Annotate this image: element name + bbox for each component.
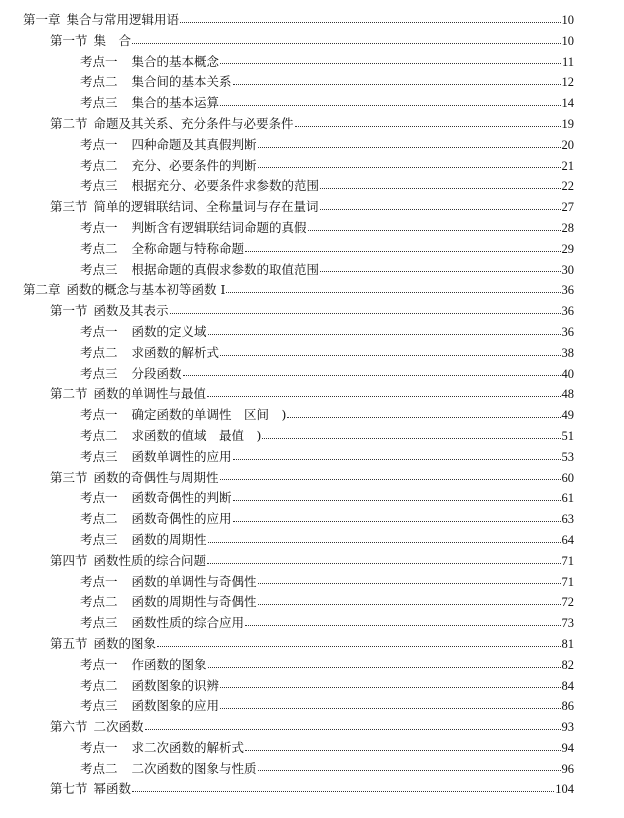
toc-entry-title: 确定函数的单调性 区间 ) [131, 407, 287, 423]
toc-entry[interactable] [80, 72, 574, 93]
dot-leader [220, 708, 560, 709]
toc-entry-label: 第一章 [23, 12, 61, 27]
toc-point-row[interactable] [0, 405, 624, 426]
toc-chapter-row[interactable] [0, 10, 624, 31]
toc-entry-title: 幂函数 [93, 781, 132, 797]
toc-entry-title: 函数奇偶性的判断 [131, 490, 232, 506]
toc-entry-label: 考点三 [80, 531, 118, 547]
toc-entry-title: 函数及其表示 [93, 303, 169, 319]
toc-page-number: 73 [561, 616, 574, 631]
dot-leader [233, 459, 561, 460]
toc-point-row[interactable] [0, 509, 624, 530]
dot-leader [245, 750, 560, 751]
toc-page-number: 29 [561, 241, 574, 256]
toc-entry[interactable] [80, 260, 574, 281]
dot-leader [226, 292, 560, 293]
toc-entry-title: 函数的奇偶性与周期性 [93, 469, 219, 485]
toc-entry[interactable] [80, 218, 574, 239]
toc-entry[interactable] [80, 613, 574, 634]
toc-entry-label: 第三节 [50, 469, 88, 485]
toc-entry-title: 函数的单调性与最值 [93, 386, 207, 402]
toc-entry[interactable] [80, 93, 574, 114]
toc-entry-title: 分段函数 [131, 365, 182, 381]
dot-leader [258, 147, 561, 148]
toc-page-number: 40 [561, 366, 574, 381]
dot-leader [258, 167, 561, 168]
toc-page-number: 81 [561, 636, 574, 651]
toc-entry-title: 命题及其关系、充分条件与必要条件 [93, 115, 294, 131]
toc-point-row[interactable] [0, 613, 624, 634]
toc-entry-title: 函数的定义域 [131, 323, 207, 339]
toc-page-number: 61 [561, 491, 574, 506]
dot-leader [170, 313, 561, 314]
toc-point-row[interactable] [0, 426, 624, 447]
toc-entry[interactable] [80, 655, 574, 676]
toc-section-row[interactable] [0, 634, 624, 655]
toc-entry-label: 考点一 [80, 323, 118, 339]
dot-leader [220, 63, 561, 64]
toc-entry[interactable] [23, 10, 574, 31]
toc-entry[interactable] [80, 530, 574, 551]
toc-entry[interactable] [80, 176, 574, 197]
toc-entry-label: 第五节 [50, 635, 88, 651]
toc-section-row[interactable] [0, 384, 624, 405]
toc-entry-title: 作函数的图象 [131, 656, 207, 672]
toc-entry[interactable] [80, 488, 574, 509]
toc-page-number: 96 [561, 761, 574, 776]
toc-point-row[interactable] [0, 676, 624, 697]
toc-page-number: 82 [561, 657, 574, 672]
toc-entry[interactable] [80, 696, 574, 717]
toc-entry-label: 考点二 [80, 511, 118, 527]
toc-section-row[interactable] [0, 197, 624, 218]
toc-entry-label: 第四节 [50, 552, 88, 568]
toc-page-number: 93 [561, 720, 574, 735]
toc-entry-title: 集合与常用逻辑用语 [66, 12, 180, 27]
toc-entry-title: 函数性质的综合问题 [93, 552, 207, 568]
toc-entry-label: 考点二 [80, 594, 118, 610]
toc-point-row[interactable] [0, 572, 624, 593]
toc-entry-title: 简单的逻辑联结词、全称量词与存在量词 [93, 199, 319, 215]
toc-entry[interactable] [50, 634, 574, 655]
toc-entry[interactable] [80, 156, 574, 177]
toc-page-number: 71 [561, 574, 574, 589]
toc-point-row[interactable] [0, 364, 624, 385]
toc-point-row[interactable] [0, 343, 624, 364]
dot-leader [245, 251, 560, 252]
dot-leader [183, 375, 561, 376]
toc-point-row[interactable] [0, 218, 624, 239]
toc-section-row[interactable] [0, 717, 624, 738]
toc-entry-title: 全称命题与特称命题 [131, 240, 245, 256]
toc-page-number: 53 [561, 449, 574, 464]
toc-entry-title: 集合的基本运算 [131, 95, 220, 111]
toc-entry-label: 考点一 [80, 573, 118, 589]
toc-section-row[interactable] [0, 301, 624, 322]
toc-entry-title: 求函数的值域 最值 ) [131, 427, 262, 443]
toc-entry-label: 考点一 [80, 490, 118, 506]
dot-leader [145, 729, 561, 730]
toc-page-number: 12 [561, 75, 574, 90]
toc-entry-label: 考点三 [80, 365, 118, 381]
dot-leader [308, 230, 561, 231]
dot-leader [258, 604, 561, 605]
toc-page-number: 72 [561, 595, 574, 610]
toc-entry[interactable] [50, 31, 574, 52]
toc-entry[interactable] [80, 426, 574, 447]
toc-entry[interactable] [50, 468, 574, 489]
toc-point-row[interactable] [0, 738, 624, 759]
dot-leader [258, 583, 561, 584]
toc-entry[interactable] [80, 592, 574, 613]
toc-page-number: 71 [561, 553, 574, 568]
toc-page-number: 38 [561, 345, 574, 360]
dot-leader [207, 563, 560, 564]
toc-entry-title: 集 合 [93, 32, 132, 48]
toc-entry[interactable] [50, 717, 574, 738]
toc-entry-title: 函数单调性的应用 [131, 448, 232, 464]
toc-entry-label: 第二节 [50, 386, 88, 402]
toc-point-row[interactable] [0, 93, 624, 114]
toc-entry-title: 函数的图象 [93, 635, 157, 651]
toc-page-number: 36 [561, 283, 574, 298]
dot-leader [262, 438, 560, 439]
toc-chapter-row[interactable] [0, 280, 624, 301]
toc-entry-title: 二次函数的图象与性质 [131, 760, 257, 776]
toc-page-number: 94 [561, 740, 574, 755]
toc-point-row[interactable] [0, 135, 624, 156]
dot-leader [132, 791, 554, 792]
toc-section-row[interactable] [0, 468, 624, 489]
toc-entry[interactable] [80, 364, 574, 385]
toc-entry[interactable] [50, 779, 574, 800]
toc-entry-label: 第一节 [50, 303, 88, 319]
dot-leader [208, 667, 561, 668]
toc-entry-title: 函数的概念与基本初等函数 I [66, 282, 226, 298]
toc-entry-label: 考点二 [80, 240, 118, 256]
toc-page-number: 60 [561, 470, 574, 485]
dot-leader [220, 355, 560, 356]
toc-entry-label: 考点二 [80, 157, 118, 173]
toc-entry[interactable] [80, 135, 574, 156]
toc-entry[interactable] [50, 551, 574, 572]
dot-leader [132, 43, 560, 44]
toc-page-number: 86 [561, 699, 574, 714]
toc-entry-label: 第三节 [50, 199, 88, 215]
toc-point-row[interactable] [0, 156, 624, 177]
toc-entry-label: 考点二 [80, 344, 118, 360]
table-of-contents [0, 10, 624, 800]
toc-page-number: 30 [561, 262, 574, 277]
toc-point-row[interactable] [0, 759, 624, 780]
toc-entry-label: 考点二 [80, 760, 118, 776]
toc-page-number: 49 [561, 408, 574, 423]
toc-point-row[interactable] [0, 176, 624, 197]
toc-page-number: 14 [561, 96, 574, 111]
toc-page-number: 51 [561, 428, 574, 443]
dot-leader [320, 188, 560, 189]
toc-page-number: 84 [561, 678, 574, 693]
dot-leader [207, 396, 560, 397]
toc-section-row[interactable] [0, 779, 624, 800]
toc-page-number: 27 [561, 200, 574, 215]
toc-entry-title: 二次函数 [93, 719, 144, 735]
dot-leader [295, 126, 561, 127]
toc-point-row[interactable] [0, 239, 624, 260]
toc-entry-label: 考点三 [80, 95, 118, 111]
toc-entry-label: 考点一 [80, 136, 118, 152]
toc-entry-title: 函数奇偶性的应用 [131, 511, 232, 527]
toc-page-number: 20 [561, 137, 574, 152]
toc-entry-title: 求二次函数的解析式 [131, 739, 245, 755]
dot-leader [287, 417, 560, 418]
dot-leader [208, 334, 561, 335]
toc-entry[interactable] [80, 405, 574, 426]
dot-leader [233, 500, 561, 501]
toc-entry-title: 函数的周期性与奇偶性 [131, 594, 257, 610]
toc-page-number: 10 [561, 33, 574, 48]
toc-page-number: 11 [561, 54, 574, 69]
dot-leader [320, 271, 560, 272]
toc-entry-title: 函数图象的应用 [131, 698, 220, 714]
toc-entry[interactable] [80, 738, 574, 759]
toc-entry[interactable] [80, 572, 574, 593]
toc-entry-label: 第七节 [50, 781, 88, 797]
toc-point-row[interactable] [0, 655, 624, 676]
toc-point-row[interactable] [0, 260, 624, 281]
toc-entry-title: 根据命题的真假求参数的取值范围 [131, 261, 320, 277]
dot-leader [233, 521, 561, 522]
toc-entry[interactable] [80, 52, 574, 73]
toc-page-number: 64 [561, 532, 574, 547]
toc-section-row[interactable] [0, 551, 624, 572]
toc-entry-label: 考点一 [80, 739, 118, 755]
toc-page-number: 36 [561, 324, 574, 339]
toc-page-number: 104 [555, 782, 574, 797]
toc-page-number: 10 [561, 13, 574, 27]
dot-leader [208, 542, 561, 543]
toc-entry[interactable] [50, 384, 574, 405]
toc-page-number: 48 [561, 387, 574, 402]
toc-entry-title: 函数的单调性与奇偶性 [131, 573, 257, 589]
dot-leader [180, 22, 560, 23]
toc-entry-title: 函数的周期性 [131, 531, 207, 547]
toc-entry-label: 第六节 [50, 719, 88, 735]
toc-entry-label: 第二章 [23, 282, 61, 298]
toc-point-row[interactable] [0, 322, 624, 343]
toc-page-number: 36 [561, 304, 574, 319]
toc-point-row[interactable] [0, 592, 624, 613]
dot-leader [220, 479, 561, 480]
toc-entry[interactable] [80, 239, 574, 260]
toc-entry[interactable] [80, 676, 574, 697]
toc-point-row[interactable] [0, 530, 624, 551]
toc-entry[interactable] [80, 759, 574, 780]
toc-entry-title: 集合的基本概念 [131, 53, 220, 69]
toc-page-number: 19 [561, 116, 574, 131]
toc-entry-label: 第二节 [50, 115, 88, 131]
toc-page-number: 21 [561, 158, 574, 173]
toc-entry[interactable] [50, 114, 574, 135]
toc-entry-label: 考点二 [80, 677, 118, 693]
toc-entry-title: 函数图象的识辨 [131, 677, 220, 693]
toc-entry-label: 考点二 [80, 74, 118, 90]
toc-section-row[interactable] [0, 31, 624, 52]
toc-entry-title: 判断含有逻辑联结词命题的真假 [131, 219, 307, 235]
toc-entry[interactable] [80, 509, 574, 530]
toc-entry-title: 根据充分、必要条件求参数的范围 [131, 178, 320, 194]
dot-leader [245, 625, 560, 626]
toc-entry-label: 考点二 [80, 427, 118, 443]
toc-page-number: 28 [561, 220, 574, 235]
toc-entry-title: 求函数的解析式 [131, 344, 220, 360]
dot-leader [233, 84, 561, 85]
toc-entry[interactable] [50, 197, 574, 218]
toc-entry-label: 考点一 [80, 53, 118, 69]
toc-entry[interactable] [80, 343, 574, 364]
toc-entry-label: 考点一 [80, 656, 118, 672]
toc-entry[interactable] [23, 280, 574, 301]
toc-entry-label: 考点三 [80, 178, 118, 194]
toc-entry-label: 考点一 [80, 407, 118, 423]
toc-entry-label: 考点三 [80, 261, 118, 277]
dot-leader [220, 687, 560, 688]
toc-point-row[interactable] [0, 72, 624, 93]
dot-leader [157, 646, 560, 647]
toc-page-number: 22 [561, 179, 574, 194]
toc-page-number: 63 [561, 512, 574, 527]
toc-entry-label: 考点一 [80, 219, 118, 235]
toc-entry-title: 四种命题及其真假判断 [131, 136, 257, 152]
toc-entry-label: 第一节 [50, 32, 88, 48]
dot-leader [258, 770, 561, 771]
dot-leader [220, 105, 560, 106]
toc-entry-label: 考点三 [80, 448, 118, 464]
dot-leader [320, 209, 561, 210]
toc-section-row[interactable] [0, 114, 624, 135]
toc-entry[interactable] [80, 322, 574, 343]
toc-point-row[interactable] [0, 696, 624, 717]
toc-entry-title: 集合间的基本关系 [131, 74, 232, 90]
toc-point-row[interactable] [0, 447, 624, 468]
toc-entry-title: 函数性质的综合应用 [131, 615, 245, 631]
toc-point-row[interactable] [0, 52, 624, 73]
toc-entry[interactable] [50, 301, 574, 322]
toc-point-row[interactable] [0, 488, 624, 509]
toc-entry[interactable] [80, 447, 574, 468]
toc-entry-title: 充分、必要条件的判断 [131, 157, 257, 173]
toc-entry-label: 考点三 [80, 698, 118, 714]
toc-entry-label: 考点三 [80, 615, 118, 631]
